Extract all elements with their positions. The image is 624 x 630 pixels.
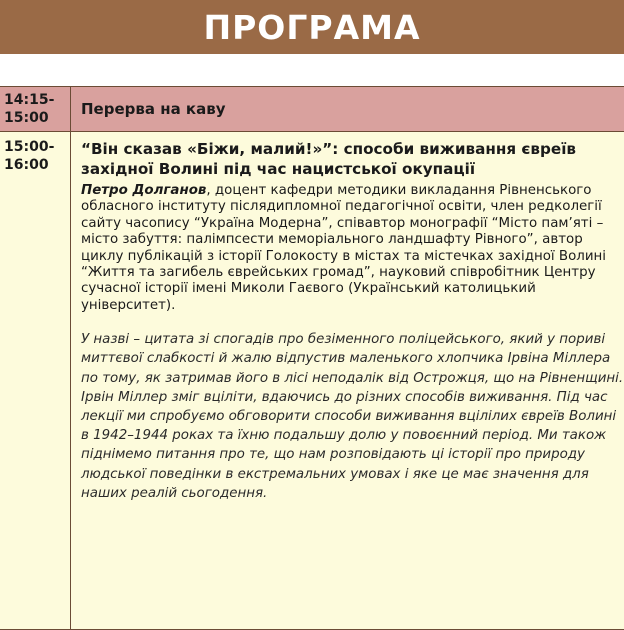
time-start: 14:15- <box>4 92 55 108</box>
time-end: 15:00 <box>4 110 49 126</box>
lecture-abstract: У назві – цитата зі спогадів про безіменного поліцейського, який у пориві миттєвої слабкості й жалю відпустив маленького хлопчика Ірвіна Міллера по тому, як затримав його в лісі неподалік від Острожця, що на Рівненщині. Ірвін Міллер зміг вціліти, вдаючись до різних способів виживання. Під час лекції ми спробуємо обговорити способи виживання вцілілих євреїв Волині в 1942–1944 роках та їхню подальшу долю у повоєнний період. Ми також піднімемо питання про те, що нам розповідають ці історії про природу людської поведінки в екстремальних умовах і яке це має значення для наших реалій сьогодення. <box>81 332 624 501</box>
program-title: ПРОГРАМА <box>203 7 421 47</box>
break-title: Перерва на каву <box>81 100 226 118</box>
schedule-table <box>0 86 624 630</box>
speaker-bio <box>81 183 624 314</box>
schedule-row-break <box>0 87 624 132</box>
time-cell <box>0 132 71 629</box>
time-end: 16:00 <box>4 157 49 173</box>
time-start: 15:00- <box>4 139 55 155</box>
break-content <box>71 87 624 131</box>
lecture-content <box>71 132 624 629</box>
speaker-name: Петро Долганов <box>81 183 207 198</box>
time-cell <box>0 87 71 131</box>
program-banner <box>0 0 624 54</box>
schedule-row-lecture <box>0 132 624 630</box>
speaker-bio-text: , доцент кафедри методики викладання Рівненського обласного інституту післядипломної педагогічної освіти, член редколегії сайту часопису “Україна Модерна”, співавтор монографії “Місто пам’яті – місто забуття: палімпсести меморіального ландшафту Рівного”, автор циклу публікацій з історії Голокосту в містах та містечках західної Волині “Життя та загибель єврейських громад”, науковий співробітник Центру сучасної історії імені Миколи Гаєвого (Український католицький університет). <box>81 183 606 313</box>
lecture-title: “Він сказав «Біжи, малий!»”: способи виживання євреїв західної Волині під час нацистської окупації <box>81 140 577 178</box>
